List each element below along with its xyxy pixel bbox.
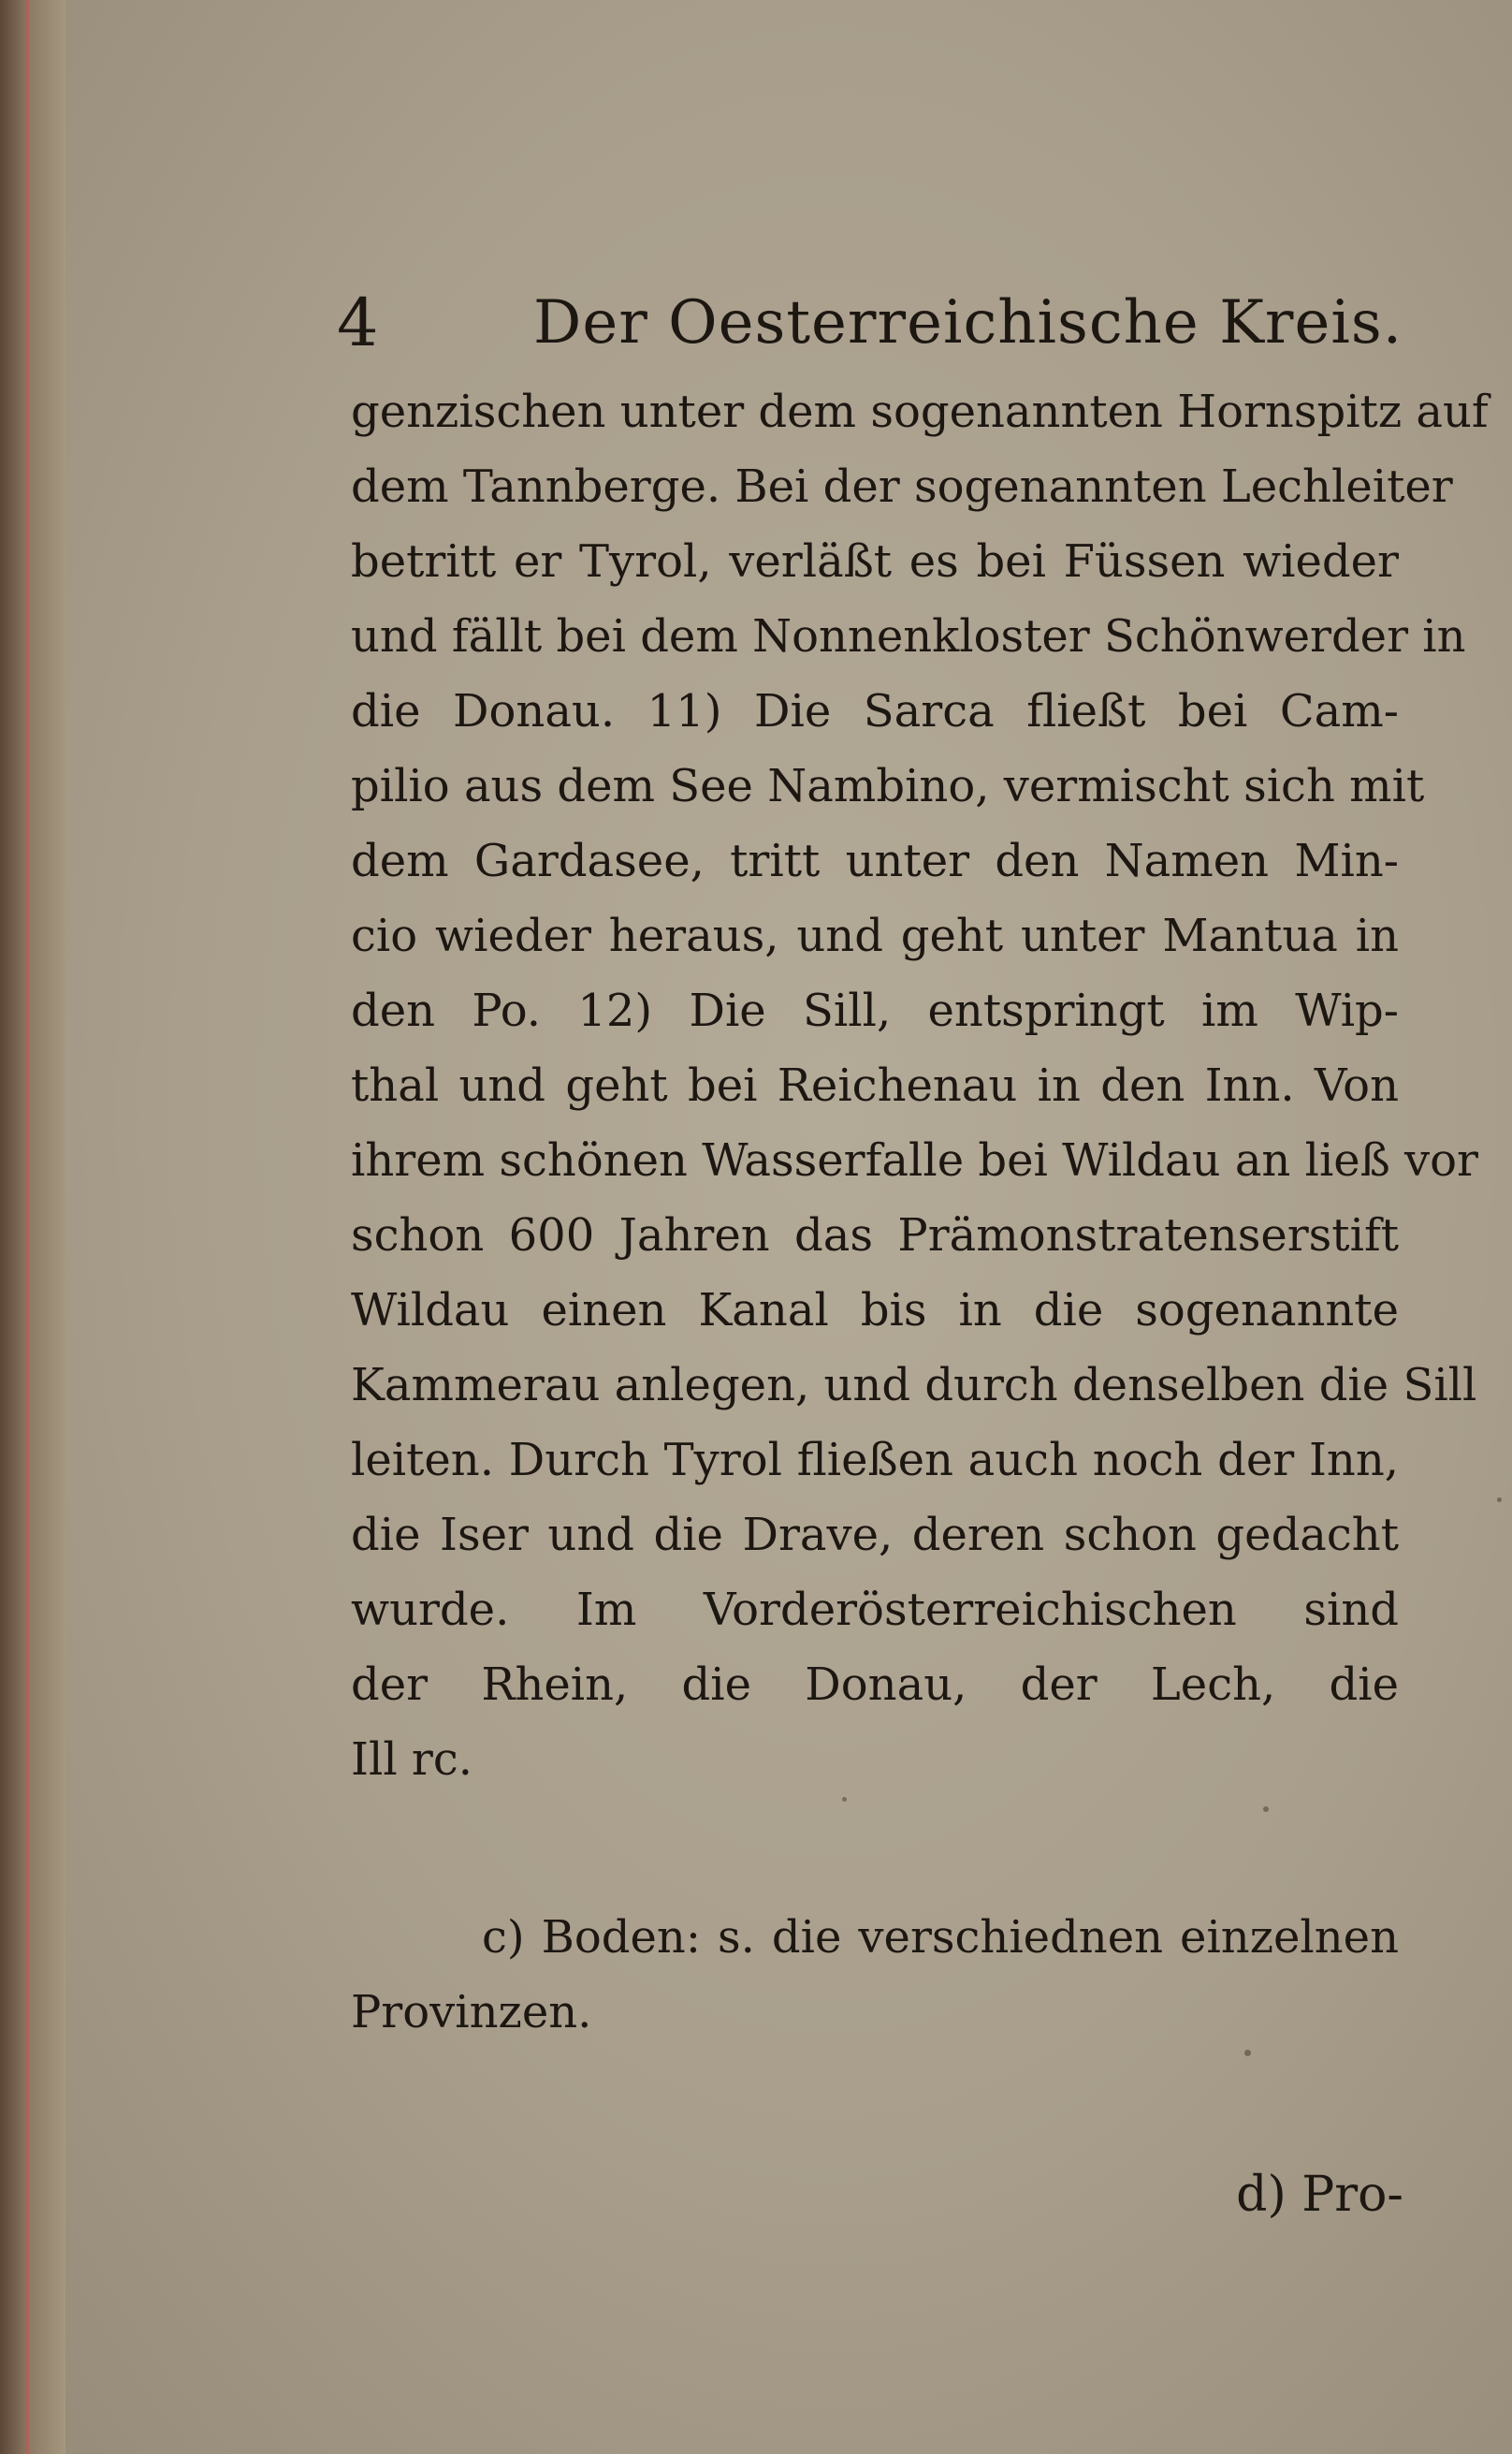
text-line: dem Tannberge. Bei der sogenannten Lechleiter — [351, 460, 1453, 513]
text-line: betritt er Tyrol, verläßt es bei Füssen wieder — [351, 535, 1399, 588]
text-line: pilio aus dem See Nambino, vermischt sich mit — [351, 760, 1425, 812]
text-line: die Iser und die Drave, deren schon gedacht — [351, 1509, 1399, 1561]
text-line: thal und geht bei Reichenau in den Inn. Von — [351, 1059, 1399, 1112]
text-line: schon 600 Jahren das Prämonstratenserstift — [351, 1209, 1399, 1262]
text-line: wurde. Im Vorderösterreichischen sind — [351, 1584, 1399, 1636]
text-line: Provinzen. — [351, 1986, 592, 2038]
text-line: Ill rc. — [351, 1733, 473, 1786]
paper-speck — [842, 1797, 847, 1802]
paragraph — [351, 374, 1489, 1797]
paper-speck — [1497, 1497, 1502, 1502]
text-line: der Rhein, die Donau, der Lech, die — [351, 1658, 1399, 1711]
text-line: die Donau. 11) Die Sarca fließt bei Cam- — [351, 685, 1399, 738]
text-line: c) Boden: s. die verschiednen einzelnen — [482, 1911, 1399, 1964]
text-line: den Po. 12) Die Sill, entspringt im Wip- — [351, 985, 1399, 1037]
running-head: Der Oesterreichische Kreis. — [533, 288, 1403, 358]
page-binding-edge — [0, 0, 65, 2454]
text-line: cio wieder heraus, und geht unter Mantua in — [351, 910, 1399, 962]
section-gap — [351, 1797, 1399, 1900]
text-line: ihrem schönen Wasserfalle bei Wildau an ließ vor — [351, 1134, 1478, 1187]
page-header — [337, 271, 1403, 374]
paper-speck — [1244, 2050, 1251, 2056]
catchword: d) Pro- — [1236, 2167, 1403, 2223]
text-line: Kammerau anlegen, und durch denselben die Sill — [351, 1359, 1477, 1411]
text-line: leiten. Durch Tyrol fließen auch noch der Inn, — [351, 1434, 1399, 1486]
body-text — [351, 374, 1489, 2050]
section-boden — [351, 1900, 1399, 2050]
binding-thread — [26, 0, 29, 2454]
text-line: Wildau einen Kanal bis in die sogenannte — [351, 1284, 1399, 1337]
text-line: dem Gardasee, tritt unter den Namen Min- — [351, 835, 1399, 887]
text-line: und fällt bei dem Nonnenkloster Schönwerder in — [351, 610, 1466, 663]
page-number: 4 — [337, 285, 379, 361]
paper-speck — [1263, 1806, 1269, 1812]
text-line: genzischen unter dem sogenannten Hornspitz auf — [351, 386, 1489, 438]
